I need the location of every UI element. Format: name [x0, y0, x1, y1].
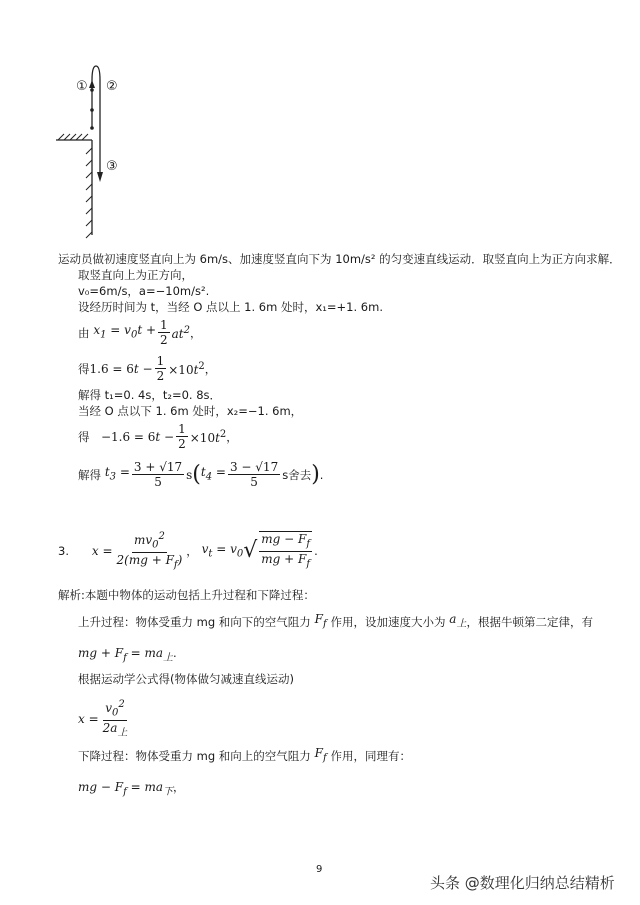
line-8: 当经 O 点以下 1. 6m 处时，x₂=−1. 6m，: [78, 404, 303, 418]
label-1: ①: [76, 79, 88, 94]
label-2: ②: [106, 79, 118, 94]
page-number: 9: [316, 864, 323, 875]
analysis-down: 下降过程：物体受重力 mg 和向上的空气阻力 $F_f$ 作用，同理有：: [78, 746, 411, 764]
equation-1: 由 $x_1 = v_0t$ + $\frac{1}{2}$ $at^2$ ，: [78, 318, 202, 347]
analysis-up: 上升过程：物体受重力 mg 和向下的空气阻力 $F_f$ 作用，设加速度大小为 $a_上$ ，根据牛顿第二定律，有: [78, 612, 593, 630]
line-7: 解得 t₁=0. 4s，t₂=0. 8s．: [78, 388, 222, 402]
line-3: v₀=6m/s，a=−10m/s².: [78, 284, 210, 298]
analysis-kin: 根据运动学公式得(物体做匀减速直线运动): [78, 672, 294, 686]
equation-x: x = $\frac{v_0^2}{2a_上}$: [78, 699, 128, 739]
watermark: 头条 @数理化归纳总结精析: [430, 874, 615, 892]
label-3: ③: [106, 159, 118, 174]
line-1: 运动员做初速度竖直向上为 6m/s、加速度竖直向下为 10m/s² 的匀变速直线运动．取竖直向上为正方向求解．: [58, 252, 621, 266]
line-4: 设经历时间为 t，当经 O 点以上 1. 6m 处时，x₁=+1. 6m.: [78, 300, 383, 314]
motion-diagram: [50, 60, 130, 240]
analysis-intro: 解析:本题中物体的运动包括上升过程和下降过程：: [58, 588, 315, 602]
line-2: 取竖直向上为正方向，: [78, 268, 193, 282]
q3-answer: 3. x = $\frac{mv_0^2}{2(mg + F_f)}$ ， $v_t = v_0$ √ $\frac{mg - F_f}{mg + F_f}$ .: [58, 531, 318, 571]
equation-4: 解得 $t_3$ = $\frac{3 + √17}{5}$ s ( $t_4$ = $\frac{3 - √17}{5}$ s舍去 ) .: [78, 460, 324, 489]
equation-2: 得 1.6 = 6t − $\frac{1}{2}$ $\times 10t^2$ ，: [78, 354, 217, 383]
equation-3: 得 −1.6 = 6t − $\frac{1}{2}$ $\times 10t^2$ ，: [78, 422, 238, 451]
equation-up: mg + $F_f = ma_上$.: [78, 646, 177, 664]
equation-down: mg − $F_f = ma_下$，: [78, 780, 185, 798]
